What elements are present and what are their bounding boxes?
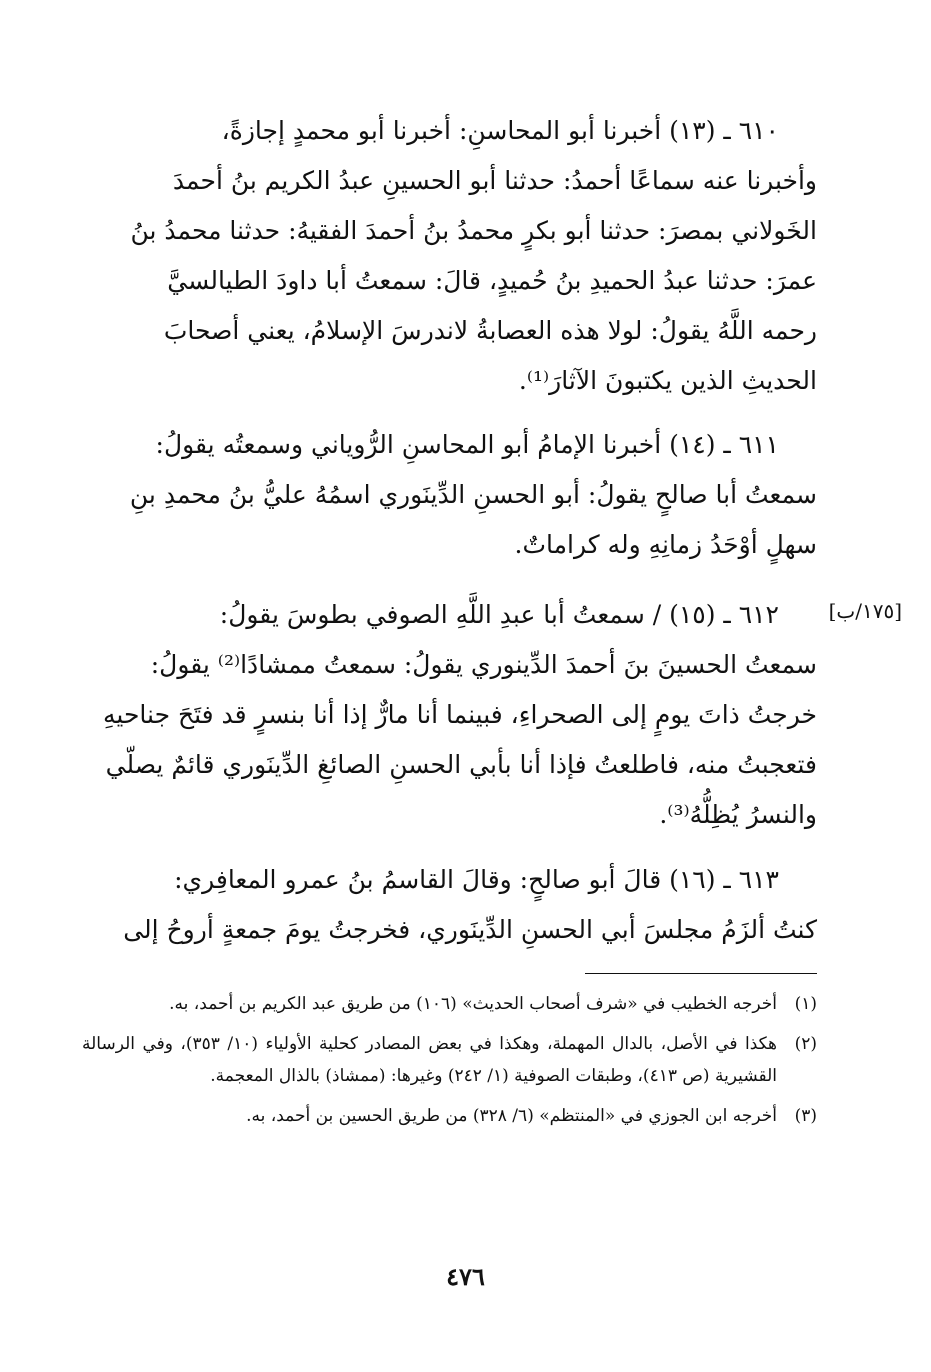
footnote-3	[82, 1100, 817, 1132]
paragraph-line: فتعجبتُ منه، فاطلعتُ فإذا أنا بأبي الحسنِ الصائغِ الدِّينَوري قائمٌ يصلّي	[105, 750, 817, 779]
paragraph-line: خرجتُ ذاتَ يومٍ إلى الصحراءِ، فبينما أنا مارٌّ إذا أنا بنسرٍ قد فتَحَ جناحيهِ	[103, 700, 817, 729]
paragraph-611	[82, 420, 817, 570]
footnote-text: هكذا في الأصل، بالدال المهملة، وهكذا في بعض المصادر كحلية الأولياء (١٠/ ٣٥٣)، وفي الرسالة القشيرية (ص ٤١٣)، وطبقات الصوفية (١/ ٢٤٢) وغيرها: (ممشاذ) بالذال المعجمة.	[82, 1034, 778, 1086]
manuscript-folio-reference: [١٧٥/ب]	[828, 599, 902, 623]
page-number: ٤٧٦	[446, 1262, 485, 1291]
paragraph-line: سهلٍ أوْحَدُ زمانِهِ وله كراماتٌ.	[514, 530, 817, 559]
footnote-number: (٣)	[794, 1106, 817, 1126]
paragraph-line: عمرَ: حدثنا عبدُ الحميدِ بنُ حُميدٍ، قالَ: سمعتُ أبا داودَ الطيالسيَّ	[167, 266, 817, 295]
paragraph-line: وأخبرنا عنه سماعًا أحمدُ: حدثنا أبو الحسينِ عبدُ الكريم بنُ أحمدَ	[172, 166, 817, 195]
paragraph-line: سمعتُ أبا صالحٍ يقولُ: أبو الحسنِ الدِّينَوري اسمُهُ عليُّ بنُ محمدِ بنِ	[129, 480, 817, 509]
paragraph-line: ٦١١ ـ (١٤) أخبرنا الإمامُ أبو المحاسنِ الرُّوياني وسمعتُه يقولُ:	[155, 430, 779, 459]
paragraph-612	[82, 590, 817, 840]
paragraph-line: الخَولاني بمصرَ: حدثنا أبو بكرٍ محمدُ بنُ أحمدَ الفقيهُ: حدثنا محمدُ بنُ	[130, 216, 817, 245]
footnote-text: أخرجه ابن الجوزي في «المنتظم» (٦/ ٣٢٨) من طريق الحسين بن أحمد، به.	[246, 1106, 777, 1126]
paragraph-line: كنتُ ألزَمُ مجلسَ أبي الحسنِ الدِّينَوري، فخرجتُ يومَ جمعةٍ أروحُ إلى	[123, 915, 817, 944]
footnote-1	[82, 988, 817, 1020]
paragraph-line: الحديثِ الذين يكتبونَ الآثارَ⁽¹⁾.	[518, 366, 817, 395]
paragraph-line: سمعتُ الحسينَ بنَ أحمدَ الدِّينوري يقولُ: سمعتُ ممشادًا⁽²⁾ يقولُ:	[150, 650, 817, 679]
paragraph-613	[82, 855, 817, 955]
paragraph-610	[82, 106, 817, 406]
footnote-number: (١)	[794, 994, 817, 1014]
footnote-separator	[585, 973, 817, 974]
footnote-2	[82, 1028, 817, 1092]
footnote-number: (٢)	[794, 1034, 817, 1054]
footnote-text: أخرجه الخطيب في «شرف أصحاب الحديث» (١٠٦) من طريق عبد الكريم بن أحمد، به.	[169, 994, 777, 1014]
paragraph-line: والنسرُ يُظِلُّهُ⁽³⁾.	[659, 800, 817, 829]
paragraph-line: ٦١٠ ـ (١٣) أخبرنا أبو المحاسنِ: أخبرنا أبو محمدٍ إجازةً،	[221, 116, 779, 145]
paragraph-line: ٦١٢ ـ (١٥) / سمعتُ أبا عبدِ اللَّهِ الصوفي بطوسَ يقولُ:	[219, 600, 779, 629]
footnotes	[82, 988, 817, 1140]
paragraph-line: ٦١٣ ـ (١٦) قالَ أبو صالحٍ: وقالَ القاسمُ بنُ عمرو المعافِري:	[174, 865, 779, 894]
paragraph-line: رحمه اللَّهُ يقولُ: لولا هذه العصابةُ لاندرسَ الإسلامُ، يعني أصحابَ	[163, 316, 817, 345]
